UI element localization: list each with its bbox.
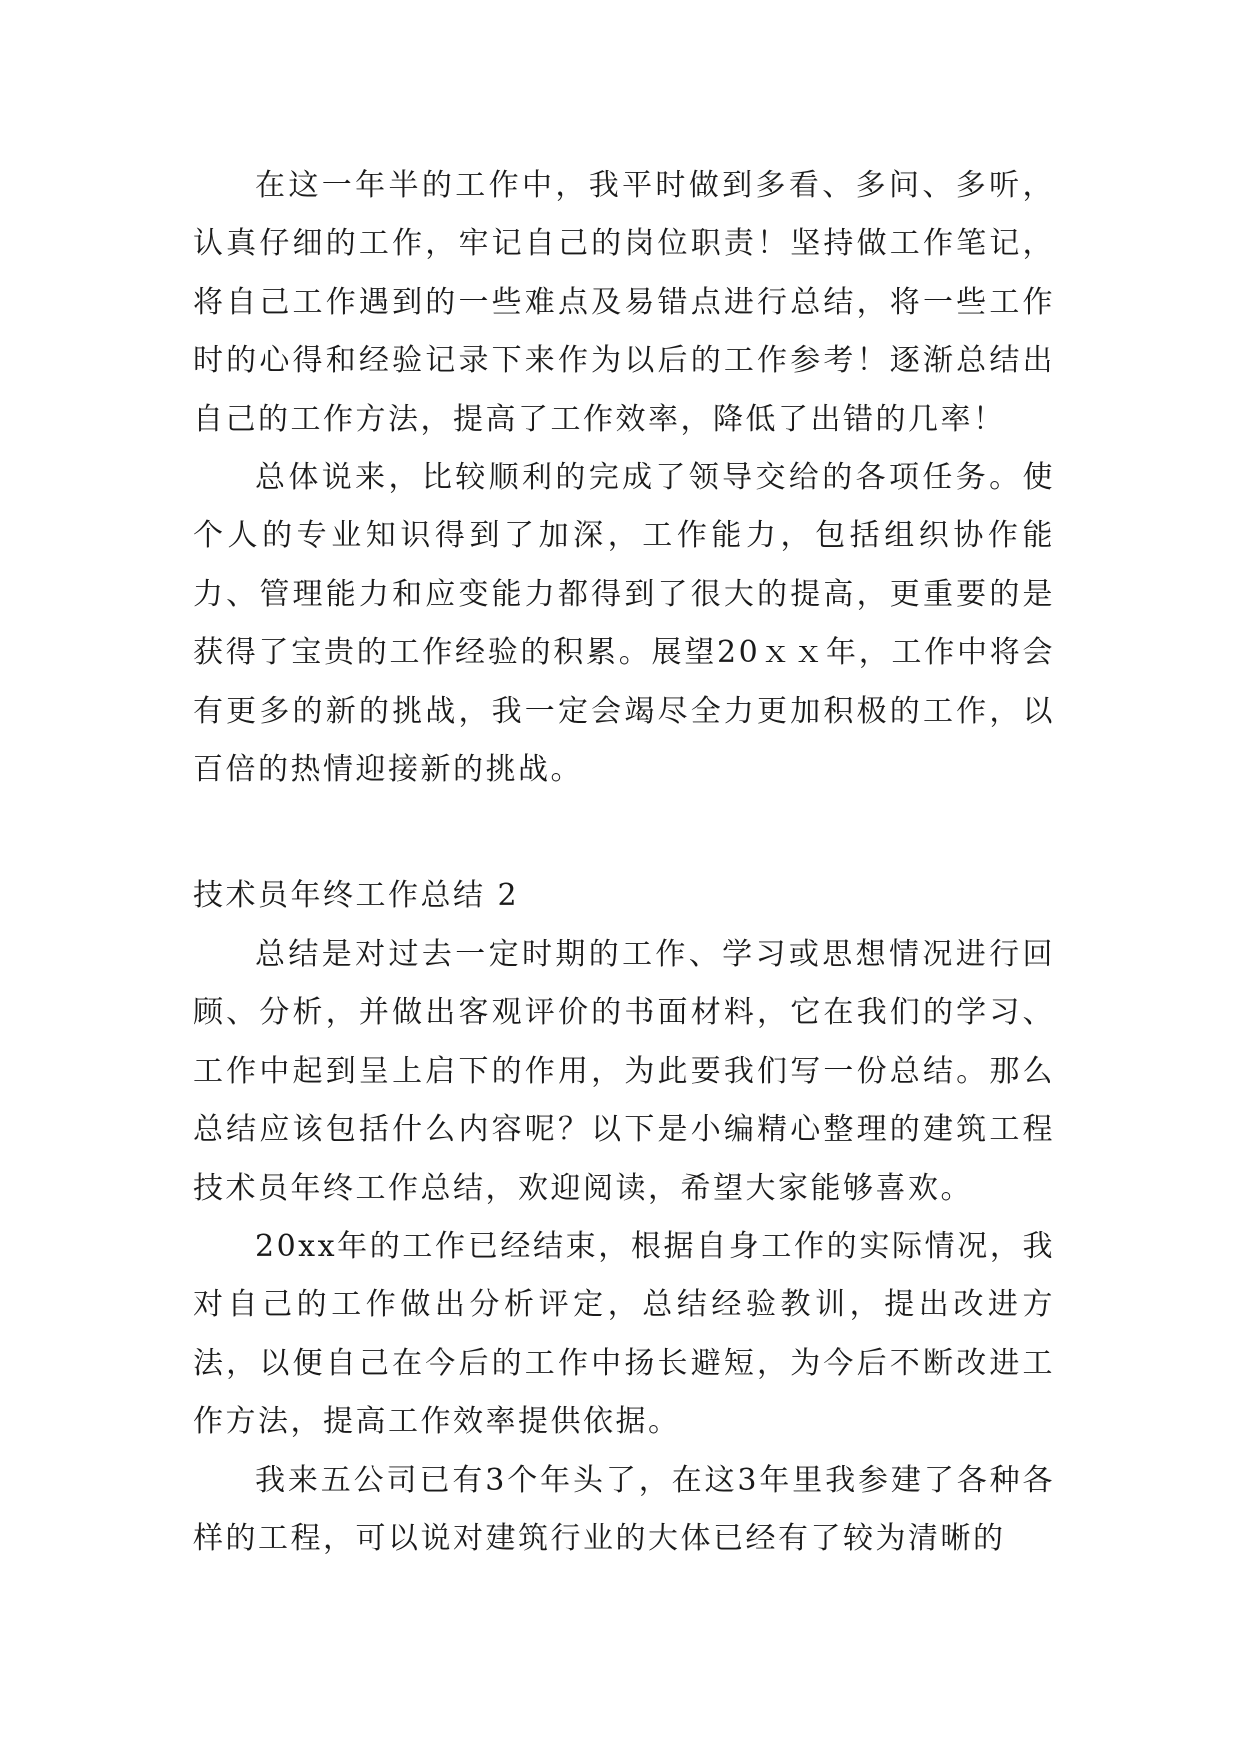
paragraph-company-experience: 我来五公司已有3个年头了，在这3年里我参建了各种各样的工程，可以说对建筑行业的大体已经有了较为清晰的: [193, 1462, 1055, 1556]
document-page: [193, 157, 1055, 1568]
section-heading: 技术员年终工作总结 2: [193, 878, 520, 914]
paragraph-work-habits: 在这一年半的工作中，我平时做到多看、多问、多听，认真仔细的工作，牢记自己的岗位职责！坚持做工作笔记，将自己工作遇到的一些难点及易错点进行总结，将一些工作时的心得和经验记录下来作为以后的工作参考！逐渐总结出自己的工作方法，提高了工作效率，降低了出错的几率！: [193, 168, 1055, 437]
paragraph-intro: 总结是对过去一定时期的工作、学习或思想情况进行回顾、分析，并做出客观评价的书面材料，它在我们的学习、工作中起到呈上启下的作用，为此要我们写一份总结。那么总结应该包括什么内容呢？以下是小编精心整理的建筑工程技术员年终工作总结，欢迎阅读，希望大家能够喜欢。: [193, 936, 1055, 1206]
paragraph-year-review: 20xx年的工作已经结束，根据自身工作的实际情况，我对自己的工作做出分析评定，总结经验教训，提出改进方法，以便自己在今后的工作中扬长避短，为今后不断改进工作方法，提高工作效率提供依据。: [193, 1228, 1055, 1440]
paragraph-summary: 总体说来，比较顺利的完成了领导交给的各项任务。使个人的专业知识得到了加深，工作能力，包括组织协作能力、管理能力和应变能力都得到了很大的提高，更重要的是获得了宝贵的工作经验的积累。展望20ｘｘ年，工作中将会有更多的新的挑战，我一定会竭尽全力更加积极的工作，以百倍的热情迎接新的挑战。: [193, 460, 1055, 788]
